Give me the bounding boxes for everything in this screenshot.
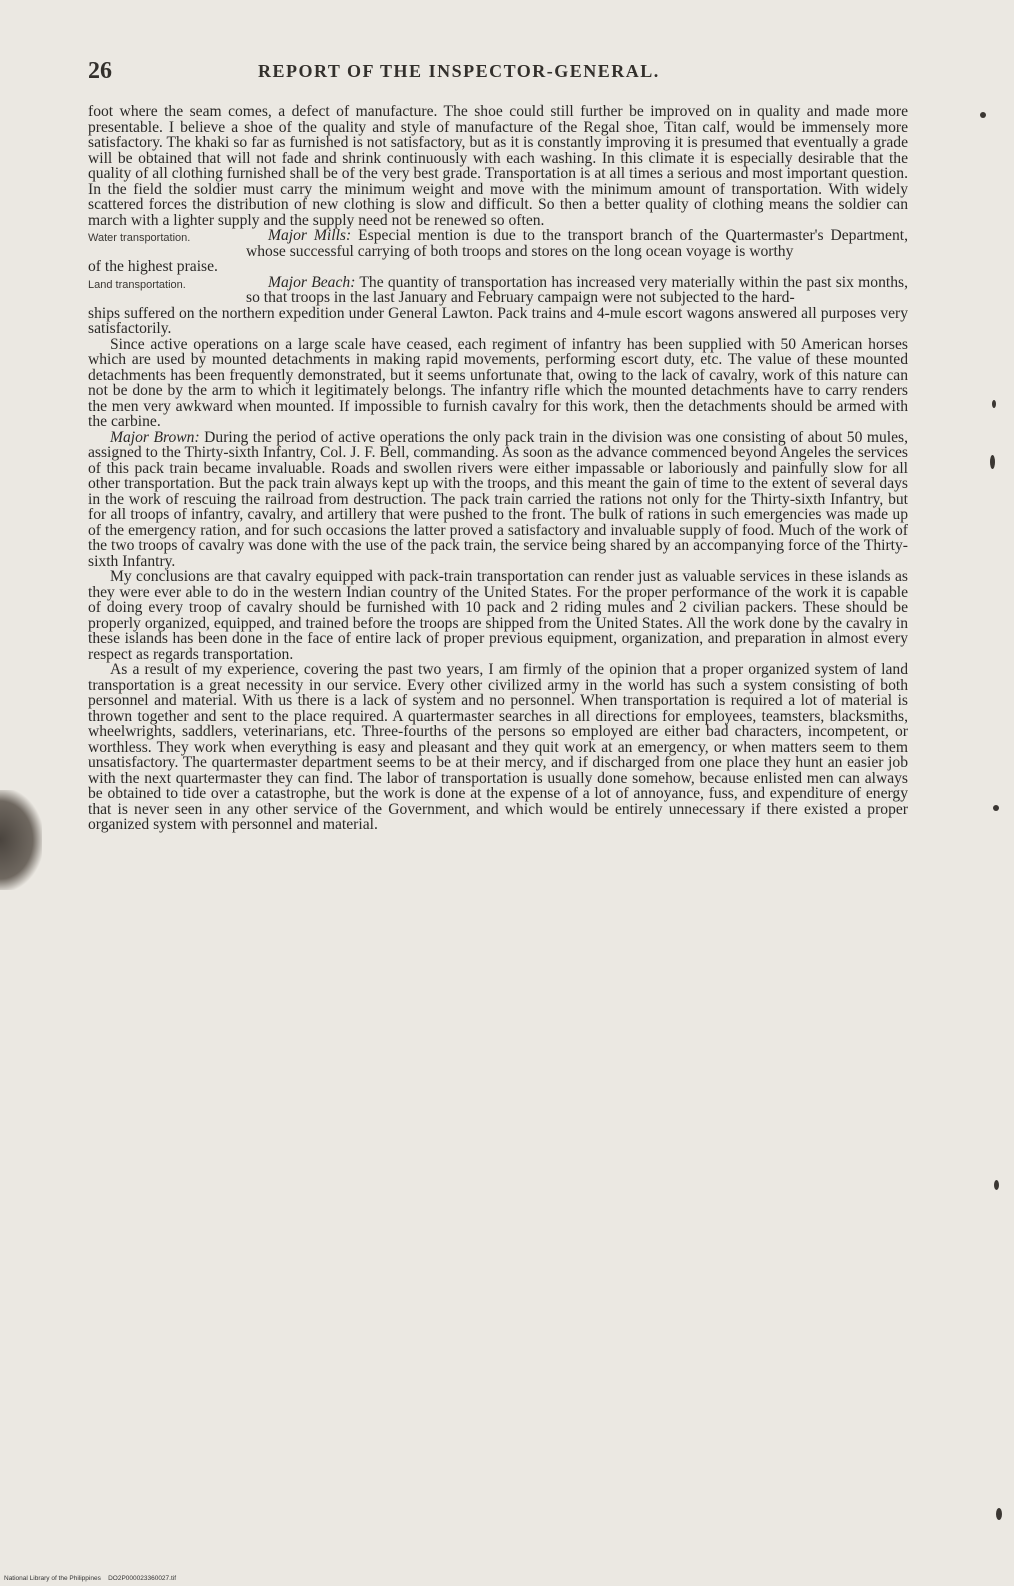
footer-code: DO2P000023360027.tif — [108, 1575, 177, 1582]
scan-thumb-shadow — [0, 790, 42, 890]
scan-speck — [993, 805, 999, 811]
beach-text: The quantity of transportation has increased very materially within the past six months, so that troops in the last January and February campaign were not subjected to the hard- — [246, 273, 909, 306]
margin-note-water: Water transportation. — [88, 232, 191, 244]
paragraph-active-operations: Since active operations on a large scale have ceased, each regiment of infantry has been supplied with 50 American horses which are used by mounted detachments in making rapid movements, performing escort duty, etc. The value of these mounted detachments has been frequently demonstrated, but it seems unfortunate that, owing to the lack of cavalry, work of this nature can not be done by the arm to which it legitimately belongs. The infantry rifle which the mounted detachments have to carry renders the men very awkward when mounted. If impossible to furnish cavalry for this work, then the detachments should be armed with the carbine. — [88, 335, 908, 430]
paragraph-clothing: foot where the seam comes, a defect of manufacture. The shoe could still further be improved on in quality and made more presentable. I believe a shoe of the quality and style of manufacture of the Regal shoe, Titan calf, would be immensely more satisfactory. The khaki so far as furnished is not satisfactory, but as it is constantly improving it is presumed that eventually a grade will be obtained that will not fade and shrink continuously with each washing. In this climate it is especially desirable that the quality of all clothing furnished shall be of the very best grade. Transportation is at all times a serious and most important question. In the field the soldier must carry the minimum weight and move with the minimum amount of transportation. With widely scattered forces the distribution of new clothing is slow and difficult. So then a better quality of clothing means the soldier can march with a lighter supply and the supply need not be renewed so often. — [88, 103, 908, 229]
scan-speck — [994, 1180, 999, 1190]
page-number: 26 — [88, 58, 112, 84]
brown-text: During the period of active operations the only pack train in the division was one consisting of about 50 mules, assigned to the Thirty-sixth Infantry, Col. J. F. Bell, commanding. As soon as the advance commenced beyond Angeles the services of this pack train became invaluable. Roads and swollen rivers were either impassable or laboriously and painfully slow for all other transportation. But the pack train always kept up with the troops, and this meant the gain of time to the extent of several days in the work of rescuing the railroad from destruction. The pack train carried the rations not only for the Thirty-sixth Infantry, but for all troops of infantry, cavalry, and artillery that were pushed to the front. The bulk of rations in such emergencies was made up of the emergency ration, and for such occasions the latter proved a satisfactory and invaluable supply of food. Much of the work of the two troops of cavalry was done with the use of the pack train, the service being shared by an accompanying force of the Thirty-sixth Infantry. — [88, 428, 908, 570]
paragraph-mills-cont: of the highest praise. — [88, 258, 218, 275]
running-head: REPORT OF THE INSPECTOR-GENERAL. — [258, 61, 660, 81]
mills-text: Especial mention is due to the transport branch of the Quartermaster's Department, whose successful carrying of both troops and stores on the long ocean voyage is worthy — [246, 227, 908, 260]
footer-library: National Library of the Philippines — [4, 1575, 101, 1582]
paragraph-beach — [246, 275, 908, 306]
speaker-brown: Major Brown: — [110, 428, 200, 446]
paragraph-result: As a result of my experience, covering the past two years, I am firmly of the opinion that a proper organized system of land transportation is a great necessity in our service. Every other civilized army in the world has such a system consisting of both personnel and material. With us there is a lack of system and no personnel. When transportation is required a lot of material is thrown together and sent to the place required. A quartermaster searches in all directions for employees, teamsters, blacksmiths, wheelwrights, saddlers, veterinarians, etc. Three-fourths of the persons so employed are either bad characters, incompetent, or worthless. They work when everything is easy and pleasant and they quit work at an emergency, or when matters seem to them unsatisfactory. The quartermaster department seems to be at their mercy, and if discharged from one place they hunt an easier job with the next quartermaster they can find. The labor of transportation is usually done somehow, because enlisted men can always be obtained to tide over a catastrophe, but the work is done at the expense of a lot of annoyance, fuss, and expenditure of energy that is never seen in any other service of the Government, and which would be entirely unnecessary if there existed a proper organized system with personnel and material. — [88, 661, 908, 833]
paragraph-beach-cont: ships suffered on the northern expedition under General Lawton. Pack trains and 4-mule escort wagons answered all purposes very satisfactorily. — [88, 304, 908, 337]
paragraph-brown — [88, 430, 908, 570]
paragraph-conclusions: My conclusions are that cavalry equipped with pack-train transportation can render just as valuable services in these islands as they were ever able to do in the western Indian country of the United States. For the proper performance of the work it is capable of doing every troop of cavalry should be furnished with 10 pack and 2 riding mules and 2 civilian packers. These should be properly organized, equipped, and trained before the troops are shipped from the United States. All the work done by the cavalry in these islands has been done in the face of entire lack of proper previous equipment, organization, and preparation in almost every respect as regards transportation. — [88, 568, 908, 663]
scan-speck — [992, 400, 996, 408]
scan-footer — [4, 1575, 176, 1582]
section-land-transportation — [88, 275, 908, 306]
section-water-transportation — [88, 228, 908, 259]
scan-speck — [980, 112, 986, 118]
paragraph-mills — [246, 228, 908, 259]
speaker-mills: Major Mills: — [268, 227, 352, 244]
scan-speck — [996, 1508, 1002, 1520]
margin-note-land: Land transportation. — [88, 278, 186, 291]
body-text — [88, 104, 908, 833]
page-header — [88, 58, 918, 88]
speaker-beach: Major Beach: — [268, 273, 356, 291]
scan-speck — [990, 455, 995, 469]
